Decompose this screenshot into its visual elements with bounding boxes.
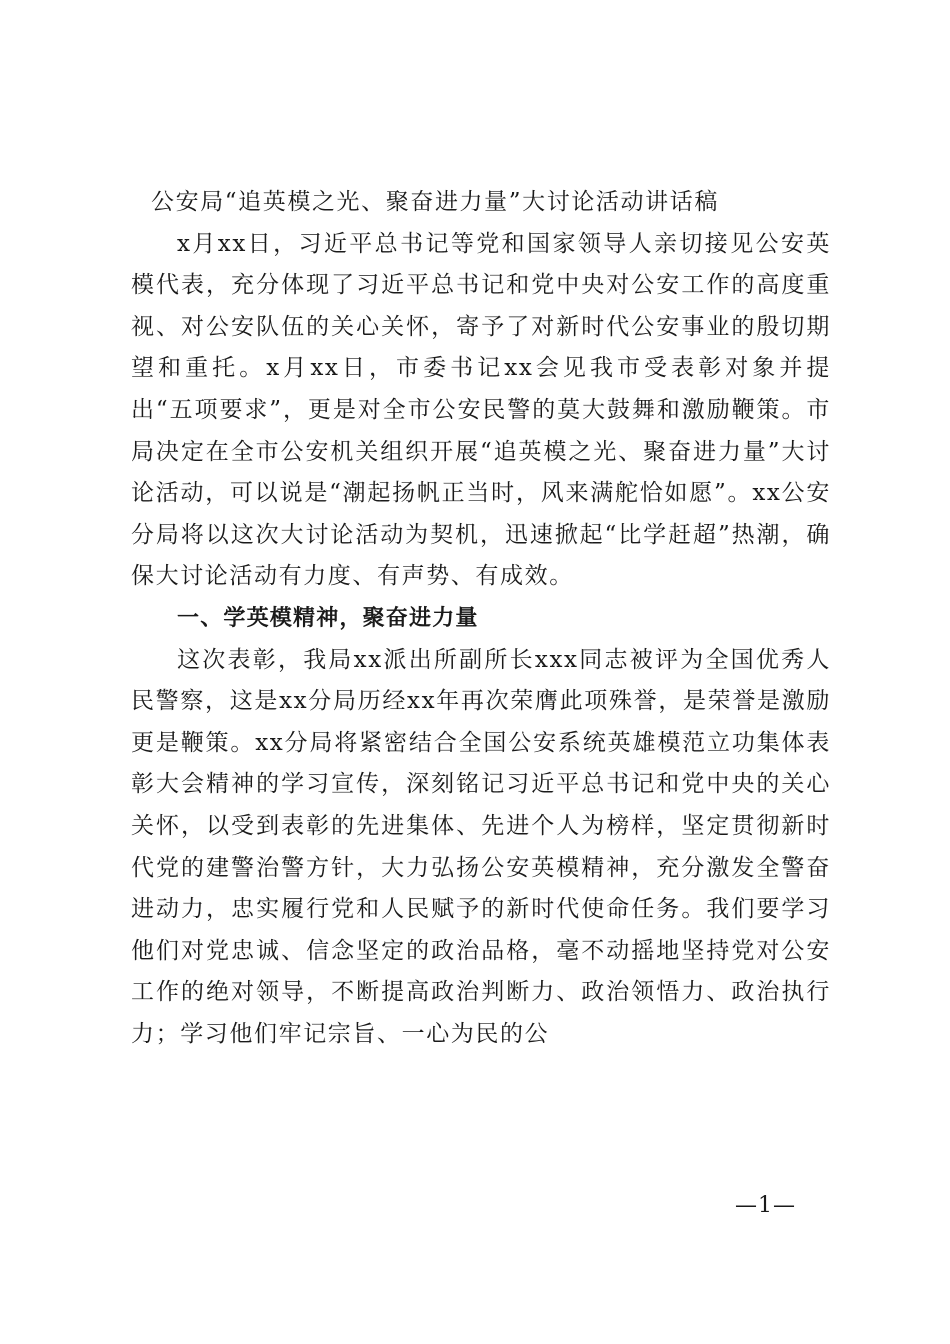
- document-title: 公安局“追英模之光、聚奋进力量”大讨论活动讲话稿: [151, 189, 719, 215]
- page-number: —1—: [735, 1193, 796, 1218]
- body-paragraph-2: 这次表彰，我局xx派出所副所长xxx同志被评为全国优秀人民警察，这是xx分局历经xx年再次荣膺此项殊誉，是荣誉是激励更是鞭策。xx分局将紧密结合全国公安系统英雄模范立功集体表彰大会精神的学习宣传，深刻铭记习近平总书记和党中央的关心关怀，以受到表彰的先进集体、先进个人为榜样，坚定贯彻新时代党的建警治警方针，大力弘扬公安英模精神，充分激发全警奋进动力，忠实履行党和人民赋予的新时代使命任务。我们要学习他们对党忠诚、信念坚定的政治品格，毫不动摇地坚持党对公安工作的绝对领导，不断提高政治判断力、政治领悟力、政治执行力；学习他们牢记宗旨、一心为民的公: [131, 646, 831, 1047]
- document-body: [131, 182, 831, 1055]
- section-heading-1: 一、学英模精神，聚奋进力量: [177, 605, 479, 631]
- body-paragraph-1: x月xx日，习近平总书记等党和国家领导人亲切接见公安英模代表，充分体现了习近平总书记和党中央对公安工作的高度重视、对公安队伍的关心关怀，寄予了对新时代公安事业的殷切期望和重托。x月xx日，市委书记xx会见我市受表彰对象并提出“五项要求”，更是对全市公安民警的莫大鼓舞和激励鞭策。市局决定在全市公安机关组织开展“追英模之光、聚奋进力量”大讨论活动，可以说是“潮起扬帆正当时，风来满舵恰如愿”。xx公安分局将以这次大讨论活动为契机，迅速掀起“比学赶超”热潮，确保大讨论活动有力度、有声势、有成效。: [131, 230, 831, 590]
